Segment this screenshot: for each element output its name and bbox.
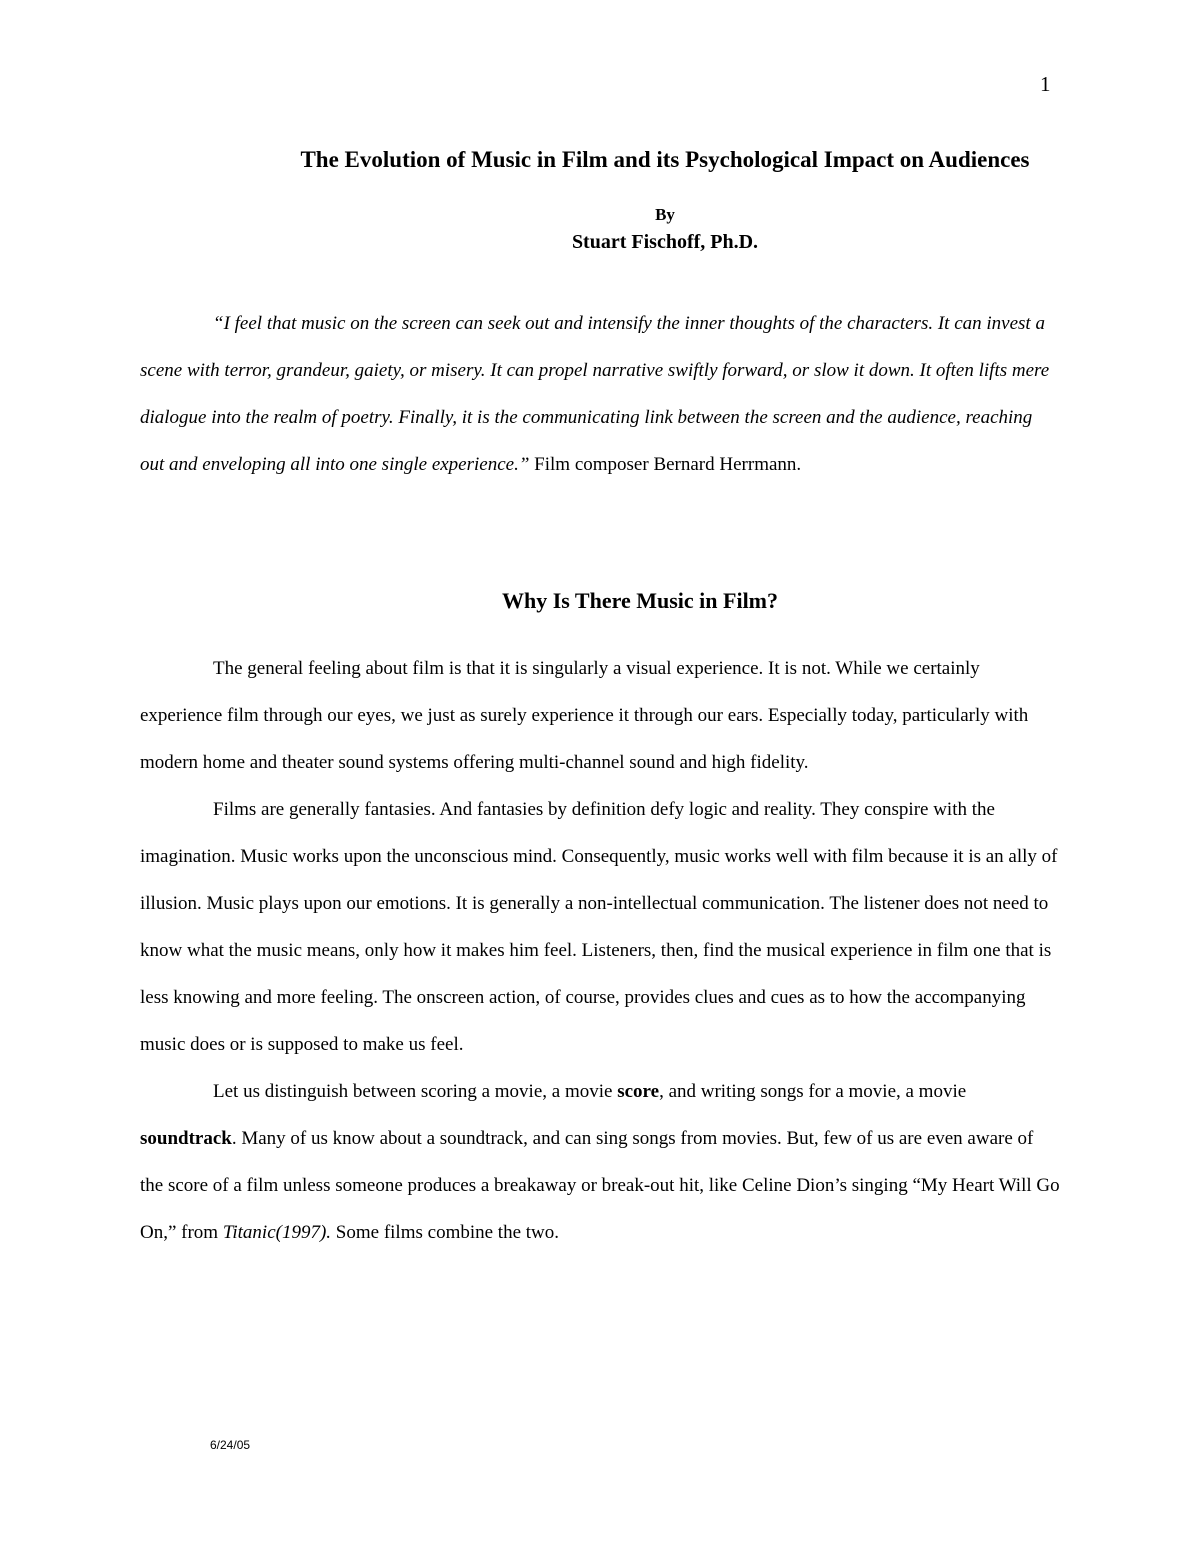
paragraph-2: Films are generally fantasies. And fantasies by definition defy logic and reality. They conspire with the imagination. Music works upon the unconscious mind. Consequently, music works well with film because it is an ally of illusion. Music plays upon our emotions. It is generally a non-intellectual communication. The listener does not need to know what the music means, only how it makes him feel. Listeners, then, find the musical experience in film one that is less knowing and more feeling. The onscreen action, of course, provides clues and cues as to how the accompanying music does or is supposed to make us feel. (140, 799, 1058, 1055)
paragraph-3 (140, 1068, 1060, 1256)
paragraph-3-text: Let us distinguish between scoring a movie, a movie (213, 1081, 618, 1102)
paragraph-3-text: , and writing songs for a movie, a movie (659, 1081, 967, 1102)
footer-date: 6/24/05 (210, 1438, 251, 1452)
by-label: By (655, 205, 675, 224)
epigraph-attribution: Film composer Bernard Herrmann. (529, 454, 802, 475)
paper-title: The Evolution of Music in Film and its Psychological Impact on Audiences (300, 147, 1030, 172)
epigraph (140, 300, 1060, 488)
body-text (140, 645, 1060, 1256)
author-name: Stuart Fischoff, Ph.D. (571, 231, 759, 253)
page-number: 1 (1040, 72, 1051, 96)
paragraph-3-text: . Many of us know about a soundtrack, and can sing songs from movies. But, few of us are even aware of the score of a film unless someone produces a breakaway or break-out hit, like Celine Dion’s singing “My Heart Will Go On,” from (140, 1128, 1060, 1243)
paragraph-1: The general feeling about film is that it is singularly a visual experience. It is not. While we certainly experience film through our eyes, we just as surely experience it through our ears. Especially today, particularly with modern home and theater sound systems offering multi-channel sound and high fidelity. (140, 658, 1029, 773)
film-title-titanic: Titanic(1997). (222, 1222, 332, 1243)
epigraph-quote: “I feel that music on the screen can seek out and intensify the inner thoughts of the characters. It can invest a scene with terror, grandeur, gaiety, or misery. It can propel narrative swiftly forward, or slow it down. It often lifts mere dialogue into the realm of poetry. Finally, it is the communicating link between the screen and the audience, reaching out and enveloping all into one single experience.” (140, 313, 1050, 475)
term-score: score (617, 1081, 660, 1102)
term-soundtrack: soundtrack (140, 1128, 232, 1149)
section-heading: Why Is There Music in Film? (501, 588, 779, 613)
paragraph-3-text: Some films combine the two. (331, 1222, 560, 1243)
